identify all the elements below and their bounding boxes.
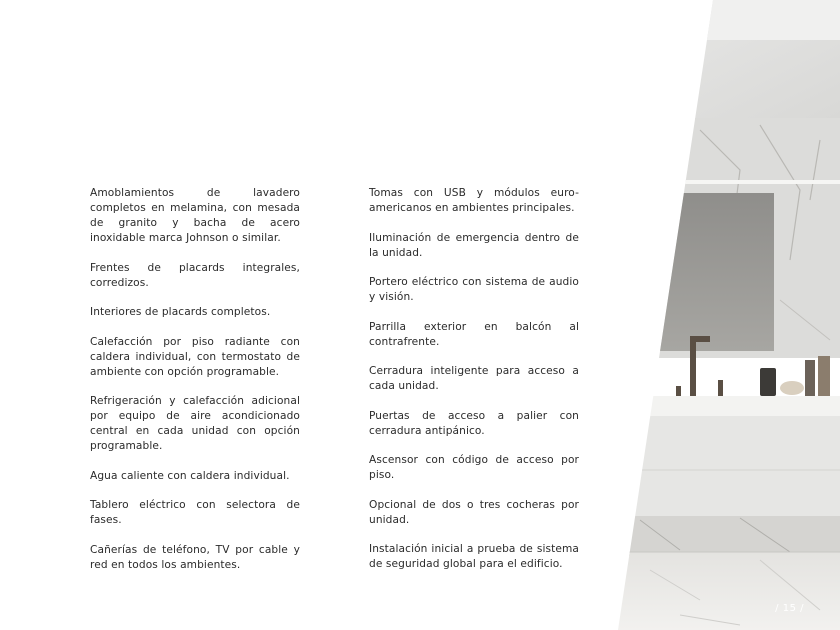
feature-item: Instalación inicial a prueba de sistema de seguridad global para el edificio. xyxy=(369,543,579,570)
feature-item: Frentes de placards integrales, corredizos. xyxy=(90,261,300,289)
feature-item: Agua caliente con caldera individual. xyxy=(90,469,290,482)
features-right-column xyxy=(369,186,579,587)
feature-item: Ascensor con código de acceso por piso. xyxy=(369,454,579,481)
feature-item: Calefacción por piso radiante con caldera individual, con termostato de ambiente con opción programable. xyxy=(90,335,300,378)
feature-item: Refrigeración y calefacción adicional por equipo de aire acondicionado central en cada unidad con opción programable. xyxy=(90,395,300,452)
feature-item: Cerradura inteligente para acceso a cada unidad. xyxy=(369,365,579,392)
feature-item: Puertas de acceso a palier con cerradura antipánico. xyxy=(369,409,579,437)
feature-item: Portero eléctrico con sistema de audio y visión. xyxy=(369,276,579,303)
feature-item: Amoblamientos de lavadero completos en melamina, con mesada de granito y bacha de acero inoxidable marca Johnson o similar. xyxy=(90,187,300,244)
features-left-column xyxy=(90,186,300,587)
feature-item: Interiores de placards completos. xyxy=(90,306,271,318)
feature-item: Tablero eléctrico con selectora de fases. xyxy=(90,499,300,526)
feature-item: Opcional de dos o tres cocheras por unidad. xyxy=(369,498,579,526)
feature-item: Parrilla exterior en balcón al contrafrente. xyxy=(369,320,579,348)
feature-item: Iluminación de emergencia dentro de la unidad. xyxy=(369,231,579,259)
feature-item: Tomas con USB y módulos euro-americanos en ambientes principales. xyxy=(369,187,579,214)
feature-item: Cañerías de teléfono, TV por cable y red en todos los ambientes. xyxy=(90,543,300,571)
page-number: / 15 / xyxy=(775,603,804,614)
